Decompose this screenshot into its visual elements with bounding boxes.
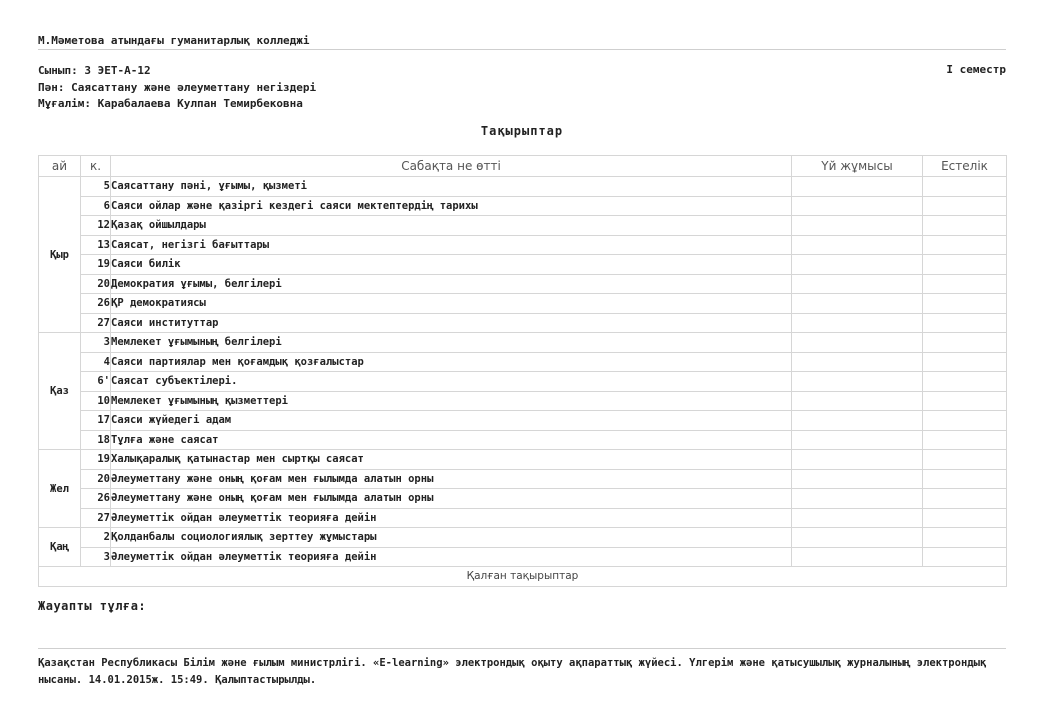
lesson-topic-cell: Саяси ойлар және қазіргі кездегі саяси мектептердің тарихы [111,196,792,216]
note-cell [923,372,1007,392]
note-cell [923,528,1007,548]
homework-cell [792,528,923,548]
homework-cell [792,294,923,314]
note-cell [923,469,1007,489]
homework-cell [792,372,923,392]
month-cell: Жел [39,450,81,528]
lesson-topic-cell: Тұлға және саясат [111,430,792,450]
lesson-topic-cell: Мемлекет ұғымының қызметтері [111,391,792,411]
table-row [39,313,1007,333]
note-cell [923,508,1007,528]
footer-divider [38,648,1006,649]
day-cell: 27 [81,508,111,528]
lesson-topic-cell: Саяси билік [111,255,792,275]
note-cell [923,255,1007,275]
table-row [39,352,1007,372]
lesson-topic-cell: Халықаралық қатынастар мен сыртқы саясат [111,450,792,470]
homework-cell [792,333,923,353]
homework-cell [792,547,923,567]
day-cell: 10 [81,391,111,411]
day-cell: 13 [81,235,111,255]
lesson-topic-cell: Саяси жүйедегі адам [111,411,792,431]
table-row [39,450,1007,470]
class-info [38,63,316,113]
column-header-month: ай [39,156,81,177]
header-divider [38,49,1006,50]
day-cell: 27 [81,313,111,333]
lesson-topic-cell: Қолданбалы социологиялық зерттеу жұмыстары [111,528,792,548]
day-cell: 18 [81,430,111,450]
homework-cell [792,177,923,197]
lesson-topic-cell: Әлеуметтік ойдан әлеуметтік теорияға дейін [111,547,792,567]
homework-cell [792,235,923,255]
table-row [39,177,1007,197]
note-cell [923,333,1007,353]
remaining-topics-label[interactable]: Қалған тақырыптар [39,567,1007,587]
table-header-row [39,156,1007,177]
day-cell: 5 [81,177,111,197]
table-row [39,508,1007,528]
homework-cell [792,411,923,431]
table-row [39,391,1007,411]
note-cell [923,430,1007,450]
day-cell: 19 [81,255,111,275]
table-row [39,196,1007,216]
table-row [39,333,1007,353]
table-body [39,177,1007,567]
note-cell [923,547,1007,567]
table-row [39,528,1007,548]
note-cell [923,450,1007,470]
table-row [39,294,1007,314]
class-line: Сынып: 3 ЭЕТ-А-12 [38,64,151,77]
note-cell [923,274,1007,294]
day-cell: 3 [81,547,111,567]
day-cell: 20 [81,274,111,294]
lesson-topic-cell: Демократия ұғымы, белгілері [111,274,792,294]
homework-cell [792,450,923,470]
month-cell: Қаз [39,333,81,450]
day-cell: 4 [81,352,111,372]
day-cell: 26 [81,294,111,314]
note-cell [923,411,1007,431]
day-cell: 17 [81,411,111,431]
homework-cell [792,216,923,236]
note-cell [923,177,1007,197]
note-cell [923,313,1007,333]
lesson-topic-cell: Әлеуметтану және оның қоғам мен ғылымда алатын орны [111,469,792,489]
subject-line: Пән: Саясаттану және әлеуметтану негіздері [38,80,317,94]
responsible-person-label: Жауапты тұлға: [38,599,147,613]
lesson-topic-cell: Әлеуметтік ойдан әлеуметтік теорияға дейін [111,508,792,528]
table-row [39,547,1007,567]
lesson-topic-cell: ҚР демократиясы [111,294,792,314]
homework-cell [792,489,923,509]
note-cell [923,489,1007,509]
lesson-topic-cell: Қазақ ойшылдары [111,216,792,236]
day-cell: 6' [81,372,111,392]
table-row [39,274,1007,294]
topics-table [38,155,1007,587]
day-cell: 20 [81,469,111,489]
page-title: Тақырыптар [480,124,564,138]
column-header-lesson: Сабақта не өтті [111,156,792,177]
day-cell: 3 [81,333,111,353]
table-row [39,255,1007,275]
lesson-topic-cell: Мемлекет ұғымының белгілері [111,333,792,353]
day-cell: 26 [81,489,111,509]
homework-cell [792,508,923,528]
column-header-homework: Үй жұмысы [792,156,923,177]
note-cell [923,294,1007,314]
homework-cell [792,196,923,216]
lesson-topic-cell: Саясаттану пәні, ұғымы, қызметі [111,177,792,197]
table-row [39,216,1007,236]
table-row [39,430,1007,450]
lesson-topic-cell: Әлеуметтану және оның қоғам мен ғылымда алатын орны [111,489,792,509]
remaining-topics-row [39,567,1007,587]
homework-cell [792,274,923,294]
month-cell: Қыр [39,177,81,333]
column-header-day: к. [81,156,111,177]
homework-cell [792,352,923,372]
college-name: М.Мәметова атындағы гуманитарлық колледжі [38,34,310,47]
table-row [39,411,1007,431]
lesson-topic-cell: Саясат, негізгі бағыттары [111,235,792,255]
lesson-topic-cell: Саясат субъектілері. [111,372,792,392]
teacher-line: Мұғалім: Карабалаева Кулпан Темирбековна [38,97,303,110]
note-cell [923,352,1007,372]
note-cell [923,391,1007,411]
footer-text: Қазақстан Республикасы Білім және ғылым министрлігі. «E-learning» электрондық оқыту ақпараттық жүйесі. Үлгерім және қатысушылық журналының электрондық нысаны. 14.01.2015ж. 15:49. Қалыптастырылды. [38,657,987,686]
table-row [39,235,1007,255]
table-row [39,489,1007,509]
homework-cell [792,313,923,333]
day-cell: 2 [81,528,111,548]
column-header-note: Естелік [923,156,1007,177]
homework-cell [792,469,923,489]
day-cell: 19 [81,450,111,470]
note-cell [923,216,1007,236]
homework-cell [792,430,923,450]
note-cell [923,196,1007,216]
semester-label: I семестр [946,63,1006,76]
homework-cell [792,391,923,411]
note-cell [923,235,1007,255]
lesson-topic-cell: Саяси партиялар мен қоғамдық қозғалыстар [111,352,792,372]
lesson-topic-cell: Саяси институттар [111,313,792,333]
table-row [39,469,1007,489]
homework-cell [792,255,923,275]
day-cell: 12 [81,216,111,236]
table-row [39,372,1007,392]
month-cell: Қаң [39,528,81,567]
day-cell: 6 [81,196,111,216]
